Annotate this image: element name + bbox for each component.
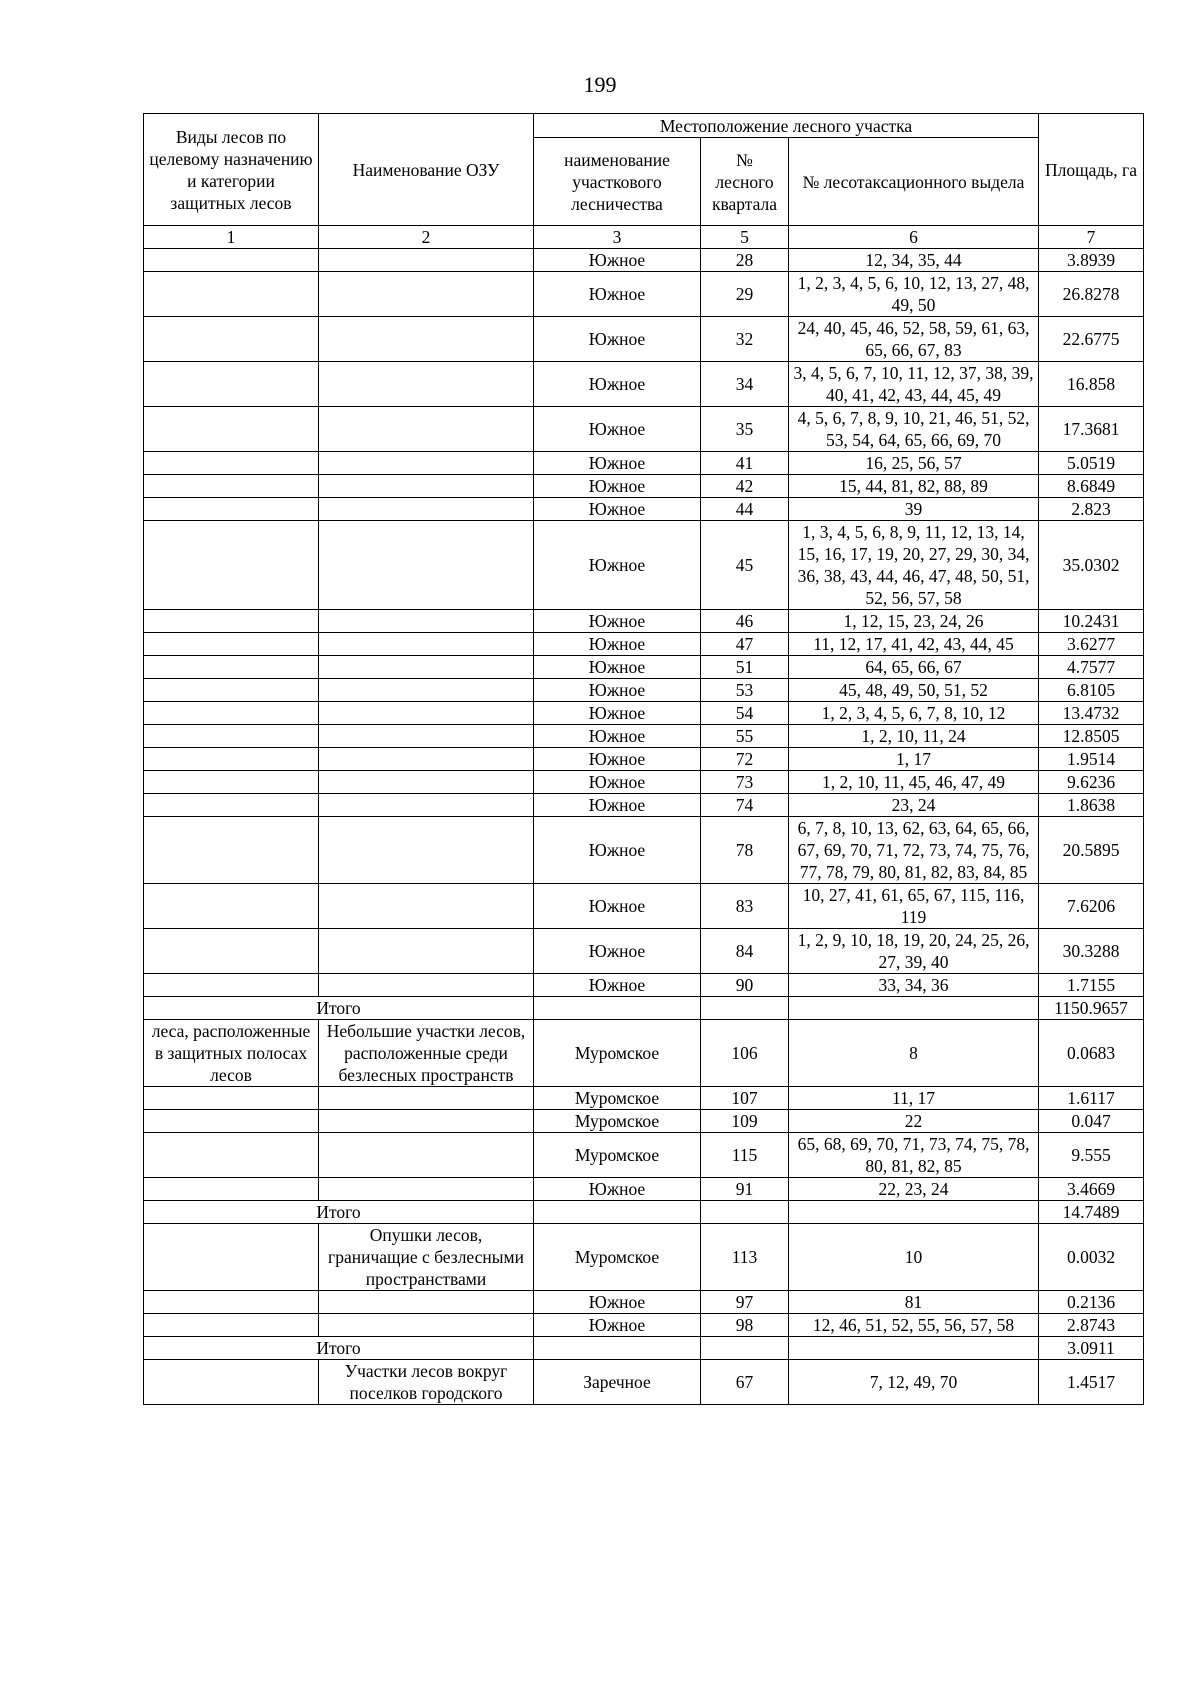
area-cell: 3.4669 bbox=[1039, 1178, 1144, 1201]
ozu-name-cell bbox=[319, 679, 534, 702]
ozu-name-cell bbox=[319, 249, 534, 272]
forest-type-cell bbox=[144, 1087, 319, 1110]
allotment-cell: 1, 12, 15, 23, 24, 26 bbox=[789, 610, 1039, 633]
table-row bbox=[144, 1224, 1144, 1291]
total-label: Итого bbox=[144, 1201, 534, 1224]
table-row bbox=[144, 1110, 1144, 1133]
quarter-cell: 98 bbox=[701, 1314, 789, 1337]
total-row bbox=[144, 997, 1144, 1020]
quarter-cell: 73 bbox=[701, 771, 789, 794]
table-row bbox=[144, 362, 1144, 407]
ozu-name-cell bbox=[319, 817, 534, 884]
quarter-cell bbox=[701, 1201, 789, 1224]
district-cell: Южное bbox=[534, 656, 701, 679]
total-label: Итого bbox=[144, 1337, 534, 1360]
area-cell: 3.0911 bbox=[1039, 1337, 1144, 1360]
area-cell: 1.9514 bbox=[1039, 748, 1144, 771]
quarter-cell: 46 bbox=[701, 610, 789, 633]
quarter-cell: 53 bbox=[701, 679, 789, 702]
table-row bbox=[144, 407, 1144, 452]
table-row bbox=[144, 475, 1144, 498]
column-number: 7 bbox=[1039, 226, 1144, 249]
ozu-name-cell bbox=[319, 725, 534, 748]
ozu-name-cell bbox=[319, 498, 534, 521]
area-cell: 0.0032 bbox=[1039, 1224, 1144, 1291]
quarter-cell: 54 bbox=[701, 702, 789, 725]
forest-type-cell bbox=[144, 884, 319, 929]
area-cell: 35.0302 bbox=[1039, 521, 1144, 610]
header-ozu-name: Наименование ОЗУ bbox=[319, 114, 534, 226]
allotment-cell bbox=[789, 1201, 1039, 1224]
quarter-cell: 34 bbox=[701, 362, 789, 407]
quarter-cell: 51 bbox=[701, 656, 789, 679]
quarter-cell: 45 bbox=[701, 521, 789, 610]
quarter-cell bbox=[701, 1337, 789, 1360]
quarter-cell: 44 bbox=[701, 498, 789, 521]
allotment-cell: 1, 3, 4, 5, 6, 8, 9, 11, 12, 13, 14, 15, 16, 17, 19, 20, 27, 29, 30, 34, 36, 38, 43, 44, 46, 47, 48, 50, 51, 52, 56, 57, 58 bbox=[789, 521, 1039, 610]
district-cell: Южное bbox=[534, 475, 701, 498]
forest-type-cell bbox=[144, 1178, 319, 1201]
ozu-name-cell bbox=[319, 1110, 534, 1133]
table-row bbox=[144, 702, 1144, 725]
area-cell: 1.8638 bbox=[1039, 794, 1144, 817]
allotment-cell: 81 bbox=[789, 1291, 1039, 1314]
district-cell: Южное bbox=[534, 974, 701, 997]
area-cell: 3.8939 bbox=[1039, 249, 1144, 272]
area-cell: 1.6117 bbox=[1039, 1087, 1144, 1110]
ozu-name-cell bbox=[319, 974, 534, 997]
forest-type-cell bbox=[144, 1314, 319, 1337]
quarter-cell: 107 bbox=[701, 1087, 789, 1110]
table-row bbox=[144, 679, 1144, 702]
area-cell: 14.7489 bbox=[1039, 1201, 1144, 1224]
district-cell: Муромское bbox=[534, 1224, 701, 1291]
district-cell: Заречное bbox=[534, 1360, 701, 1405]
area-cell: 4.7577 bbox=[1039, 656, 1144, 679]
header-quarter: № лесного квартала bbox=[701, 138, 789, 226]
allotment-cell: 15, 44, 81, 82, 88, 89 bbox=[789, 475, 1039, 498]
district-cell: Южное bbox=[534, 317, 701, 362]
forest-type-cell bbox=[144, 452, 319, 475]
district-cell: Южное bbox=[534, 610, 701, 633]
table-row bbox=[144, 1020, 1144, 1087]
table-row bbox=[144, 884, 1144, 929]
ozu-name-cell bbox=[319, 929, 534, 974]
table-row bbox=[144, 610, 1144, 633]
allotment-cell: 45, 48, 49, 50, 51, 52 bbox=[789, 679, 1039, 702]
allotment-cell: 1, 2, 3, 4, 5, 6, 7, 8, 10, 12 bbox=[789, 702, 1039, 725]
quarter-cell: 29 bbox=[701, 272, 789, 317]
table-row bbox=[144, 817, 1144, 884]
allotment-cell: 10 bbox=[789, 1224, 1039, 1291]
ozu-name-cell bbox=[319, 1291, 534, 1314]
forest-type-cell bbox=[144, 1291, 319, 1314]
quarter-cell: 90 bbox=[701, 974, 789, 997]
allotment-cell: 1, 2, 9, 10, 18, 19, 20, 24, 25, 26, 27, 39, 40 bbox=[789, 929, 1039, 974]
quarter-cell: 55 bbox=[701, 725, 789, 748]
quarter-cell: 42 bbox=[701, 475, 789, 498]
area-cell: 26.8278 bbox=[1039, 272, 1144, 317]
allotment-cell: 24, 40, 45, 46, 52, 58, 59, 61, 63, 65, 66, 67, 83 bbox=[789, 317, 1039, 362]
district-cell: Южное bbox=[534, 794, 701, 817]
allotment-cell bbox=[789, 1337, 1039, 1360]
quarter-cell: 47 bbox=[701, 633, 789, 656]
forest-type-cell bbox=[144, 610, 319, 633]
ozu-name-cell bbox=[319, 702, 534, 725]
ozu-name-cell bbox=[319, 771, 534, 794]
area-cell: 10.2431 bbox=[1039, 610, 1144, 633]
ozu-name-cell bbox=[319, 475, 534, 498]
quarter-cell: 67 bbox=[701, 1360, 789, 1405]
district-cell: Южное bbox=[534, 817, 701, 884]
allotment-cell: 23, 24 bbox=[789, 794, 1039, 817]
forest-type-cell bbox=[144, 272, 319, 317]
ozu-name-cell bbox=[319, 884, 534, 929]
ozu-name-cell: Небольшие участки лесов, расположенные среди безлесных пространств bbox=[319, 1020, 534, 1087]
ozu-name-cell: Участки лесов вокруг поселков городского bbox=[319, 1360, 534, 1405]
area-cell: 30.3288 bbox=[1039, 929, 1144, 974]
allotment-cell: 10, 27, 41, 61, 65, 67, 115, 116, 119 bbox=[789, 884, 1039, 929]
forest-type-cell bbox=[144, 748, 319, 771]
area-cell: 1.4517 bbox=[1039, 1360, 1144, 1405]
quarter-cell: 84 bbox=[701, 929, 789, 974]
allotment-cell: 11, 17 bbox=[789, 1087, 1039, 1110]
district-cell: Южное bbox=[534, 771, 701, 794]
forest-type-cell bbox=[144, 817, 319, 884]
district-cell: Южное bbox=[534, 1291, 701, 1314]
table-row bbox=[144, 633, 1144, 656]
forest-type-cell bbox=[144, 1360, 319, 1405]
table-row bbox=[144, 656, 1144, 679]
quarter-cell: 106 bbox=[701, 1020, 789, 1087]
ozu-name-cell bbox=[319, 521, 534, 610]
header-forest-type: Виды лесов по целевому назначению и категории защитных лесов bbox=[144, 114, 319, 226]
allotment-cell: 16, 25, 56, 57 bbox=[789, 452, 1039, 475]
quarter-cell: 32 bbox=[701, 317, 789, 362]
area-cell: 20.5895 bbox=[1039, 817, 1144, 884]
forest-type-cell bbox=[144, 475, 319, 498]
district-cell: Южное bbox=[534, 884, 701, 929]
area-cell: 0.0683 bbox=[1039, 1020, 1144, 1087]
table-row bbox=[144, 1133, 1144, 1178]
quarter-cell bbox=[701, 997, 789, 1020]
allotment-cell: 6, 7, 8, 10, 13, 62, 63, 64, 65, 66, 67, 69, 70, 71, 72, 73, 74, 75, 76, 77, 78, 79, 80, 81, 82, 83, 84, 85 bbox=[789, 817, 1039, 884]
forest-type-cell bbox=[144, 498, 319, 521]
ozu-name-cell: Опушки лесов, граничащие с безлесными пространствами bbox=[319, 1224, 534, 1291]
forest-type-cell bbox=[144, 679, 319, 702]
area-cell: 1.7155 bbox=[1039, 974, 1144, 997]
district-cell: Южное bbox=[534, 521, 701, 610]
table-row bbox=[144, 974, 1144, 997]
ozu-name-cell bbox=[319, 794, 534, 817]
quarter-cell: 97 bbox=[701, 1291, 789, 1314]
column-number: 2 bbox=[319, 226, 534, 249]
area-cell: 22.6775 bbox=[1039, 317, 1144, 362]
forest-type-cell bbox=[144, 407, 319, 452]
table-row bbox=[144, 1087, 1144, 1110]
ozu-name-cell bbox=[319, 633, 534, 656]
allotment-cell: 1, 17 bbox=[789, 748, 1039, 771]
ozu-name-cell bbox=[319, 656, 534, 679]
area-cell: 3.6277 bbox=[1039, 633, 1144, 656]
forest-type-cell bbox=[144, 929, 319, 974]
table-row bbox=[144, 929, 1144, 974]
table-row bbox=[144, 272, 1144, 317]
allotment-cell: 64, 65, 66, 67 bbox=[789, 656, 1039, 679]
area-cell: 6.8105 bbox=[1039, 679, 1144, 702]
forest-type-cell bbox=[144, 974, 319, 997]
allotment-cell: 7, 12, 49, 70 bbox=[789, 1360, 1039, 1405]
ozu-name-cell bbox=[319, 362, 534, 407]
allotment-cell: 22, 23, 24 bbox=[789, 1178, 1039, 1201]
area-cell: 5.0519 bbox=[1039, 452, 1144, 475]
table-row bbox=[144, 1291, 1144, 1314]
district-cell: Южное bbox=[534, 633, 701, 656]
district-cell: Муромское bbox=[534, 1133, 701, 1178]
quarter-cell: 78 bbox=[701, 817, 789, 884]
area-cell: 16.858 bbox=[1039, 362, 1144, 407]
table-row bbox=[144, 748, 1144, 771]
district-cell: Южное bbox=[534, 498, 701, 521]
table-row bbox=[144, 1360, 1144, 1405]
ozu-name-cell bbox=[319, 317, 534, 362]
forest-type-cell bbox=[144, 702, 319, 725]
district-cell: Южное bbox=[534, 1314, 701, 1337]
ozu-name-cell bbox=[319, 610, 534, 633]
area-cell: 7.6206 bbox=[1039, 884, 1144, 929]
district-cell: Муромское bbox=[534, 1020, 701, 1087]
table-row bbox=[144, 1314, 1144, 1337]
forest-type-cell bbox=[144, 1110, 319, 1133]
table-row bbox=[144, 452, 1144, 475]
header-district: наименование участкового лесничества bbox=[534, 138, 701, 226]
quarter-cell: 115 bbox=[701, 1133, 789, 1178]
allotment-cell: 3, 4, 5, 6, 7, 10, 11, 12, 37, 38, 39, 40, 41, 42, 43, 44, 45, 49 bbox=[789, 362, 1039, 407]
area-cell: 13.4732 bbox=[1039, 702, 1144, 725]
forest-type-cell bbox=[144, 249, 319, 272]
column-number: 3 bbox=[534, 226, 701, 249]
quarter-cell: 72 bbox=[701, 748, 789, 771]
district-cell: Южное bbox=[534, 725, 701, 748]
ozu-name-cell bbox=[319, 272, 534, 317]
quarter-cell: 113 bbox=[701, 1224, 789, 1291]
quarter-cell: 41 bbox=[701, 452, 789, 475]
table-row bbox=[144, 794, 1144, 817]
forest-type-cell bbox=[144, 771, 319, 794]
district-cell: Южное bbox=[534, 452, 701, 475]
total-row bbox=[144, 1337, 1144, 1360]
forest-type-cell bbox=[144, 633, 319, 656]
ozu-name-cell bbox=[319, 452, 534, 475]
area-cell: 2.8743 bbox=[1039, 1314, 1144, 1337]
column-number: 1 bbox=[144, 226, 319, 249]
area-cell: 12.8505 bbox=[1039, 725, 1144, 748]
page-number: 199 bbox=[583, 72, 617, 97]
table-row bbox=[144, 521, 1144, 610]
allotment-cell: 8 bbox=[789, 1020, 1039, 1087]
area-cell: 2.823 bbox=[1039, 498, 1144, 521]
area-cell: 9.555 bbox=[1039, 1133, 1144, 1178]
forest-type-cell bbox=[144, 1133, 319, 1178]
ozu-name-cell bbox=[319, 1178, 534, 1201]
table-row bbox=[144, 725, 1144, 748]
forest-type-cell bbox=[144, 317, 319, 362]
forest-type-cell bbox=[144, 725, 319, 748]
district-cell: Южное bbox=[534, 362, 701, 407]
ozu-name-cell bbox=[319, 1133, 534, 1178]
allotment-cell: 1, 2, 10, 11, 45, 46, 47, 49 bbox=[789, 771, 1039, 794]
quarter-cell: 74 bbox=[701, 794, 789, 817]
forest-type-cell: леса, расположенные в защитных полосах лесов bbox=[144, 1020, 319, 1087]
ozu-name-cell bbox=[319, 407, 534, 452]
district-cell: Муромское bbox=[534, 1110, 701, 1133]
ozu-name-cell bbox=[319, 1087, 534, 1110]
allotment-cell: 1, 2, 10, 11, 24 bbox=[789, 725, 1039, 748]
column-number: 6 bbox=[789, 226, 1039, 249]
table-row bbox=[144, 317, 1144, 362]
forest-type-cell bbox=[144, 656, 319, 679]
forest-type-cell bbox=[144, 794, 319, 817]
total-label: Итого bbox=[144, 997, 534, 1020]
quarter-cell: 83 bbox=[701, 884, 789, 929]
total-row bbox=[144, 1201, 1144, 1224]
district-cell bbox=[534, 1337, 701, 1360]
district-cell: Южное bbox=[534, 929, 701, 974]
quarter-cell: 28 bbox=[701, 249, 789, 272]
district-cell: Южное bbox=[534, 272, 701, 317]
forest-type-cell bbox=[144, 521, 319, 610]
quarter-cell: 35 bbox=[701, 407, 789, 452]
table-row bbox=[144, 249, 1144, 272]
area-cell: 0.2136 bbox=[1039, 1291, 1144, 1314]
table-row bbox=[144, 498, 1144, 521]
quarter-cell: 91 bbox=[701, 1178, 789, 1201]
district-cell: Южное bbox=[534, 407, 701, 452]
forest-type-cell bbox=[144, 362, 319, 407]
area-cell: 8.6849 bbox=[1039, 475, 1144, 498]
district-cell bbox=[534, 1201, 701, 1224]
header-allotment: № лесотаксационного выдела bbox=[789, 138, 1039, 226]
quarter-cell: 109 bbox=[701, 1110, 789, 1133]
forest-plots-table bbox=[143, 113, 1144, 1405]
header-location-group: Местоположение лесного участка bbox=[534, 114, 1039, 138]
column-number: 5 bbox=[701, 226, 789, 249]
allotment-cell: 4, 5, 6, 7, 8, 9, 10, 21, 46, 51, 52, 53, 54, 64, 65, 66, 69, 70 bbox=[789, 407, 1039, 452]
area-cell: 1150.9657 bbox=[1039, 997, 1144, 1020]
area-cell: 17.3681 bbox=[1039, 407, 1144, 452]
district-cell: Южное bbox=[534, 249, 701, 272]
column-number-row bbox=[144, 226, 1144, 249]
table-body bbox=[144, 249, 1144, 1405]
allotment-cell: 39 bbox=[789, 498, 1039, 521]
district-cell: Южное bbox=[534, 1178, 701, 1201]
table-row bbox=[144, 1178, 1144, 1201]
area-cell: 9.6236 bbox=[1039, 771, 1144, 794]
district-cell bbox=[534, 997, 701, 1020]
allotment-cell: 65, 68, 69, 70, 71, 73, 74, 75, 78, 80, 81, 82, 85 bbox=[789, 1133, 1039, 1178]
allotment-cell: 12, 46, 51, 52, 55, 56, 57, 58 bbox=[789, 1314, 1039, 1337]
district-cell: Южное bbox=[534, 679, 701, 702]
ozu-name-cell bbox=[319, 748, 534, 771]
allotment-cell: 1, 2, 3, 4, 5, 6, 10, 12, 13, 27, 48, 49, 50 bbox=[789, 272, 1039, 317]
header-area: Площадь, га bbox=[1039, 114, 1144, 226]
district-cell: Южное bbox=[534, 702, 701, 725]
allotment-cell: 11, 12, 17, 41, 42, 43, 44, 45 bbox=[789, 633, 1039, 656]
forest-type-cell bbox=[144, 1224, 319, 1291]
district-cell: Южное bbox=[534, 748, 701, 771]
allotment-cell bbox=[789, 997, 1039, 1020]
area-cell: 0.047 bbox=[1039, 1110, 1144, 1133]
ozu-name-cell bbox=[319, 1314, 534, 1337]
table-row bbox=[144, 771, 1144, 794]
allotment-cell: 22 bbox=[789, 1110, 1039, 1133]
district-cell: Муромское bbox=[534, 1087, 701, 1110]
allotment-cell: 33, 34, 36 bbox=[789, 974, 1039, 997]
allotment-cell: 12, 34, 35, 44 bbox=[789, 249, 1039, 272]
